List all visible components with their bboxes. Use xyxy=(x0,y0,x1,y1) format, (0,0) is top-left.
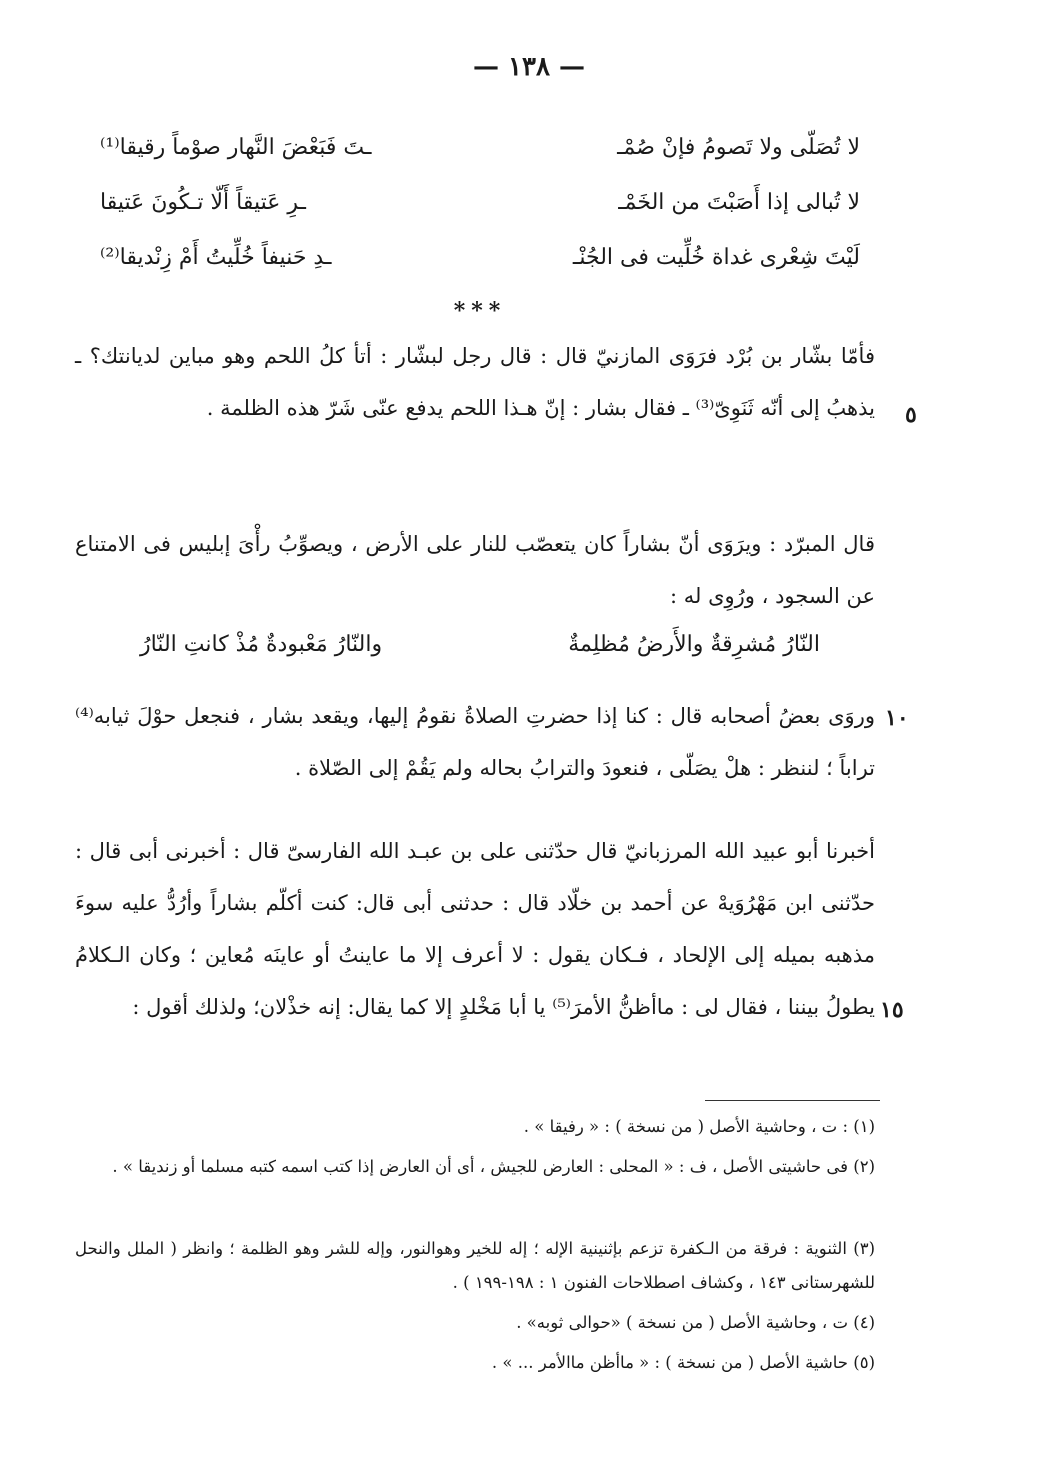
footnote: (٤) ت ، وحاشية الأصل ( من نسخة ) «حوالى ثوبه» . xyxy=(516,1313,875,1332)
paragraph: أخبرنا أبو عبيد الله المرزبانيّ قال حدّثنى على بن عبـد الله الفارسىّ قال : أخبرنى أبى قال : حدّثنى ابن مَهْرُوَيهْ عن أحمد بن خلّاد قال : حدثنى أبى قال: كنت أكلّم بشاراً وأرُدُّ عليه سوءَ مذهبه بميله إلى الإلحاد ، فـكان يقول : لا أعرف إلا ما عاينتُ أو عاينَه مُعاين ؛ وكان الـكلامُ يطولُ بيننا ، فقال لى : ماأظنُّ الأمرَ⁽⁵⁾ يا أبا مَخْلدٍ إلا كما يقال: إنه خذْلان؛ ولذلك أقول : xyxy=(75,839,875,1019)
paragraph: وروَى بعضُ أصحابه قال : كنا إذا حضرتِ الصلاةُ نقومُ إليها، ويقعد بشار ، فنجعل حوْلَ ثيابه⁽⁴⁾ تراباً ؛ لننظر : هلْ يصَلّى ، فنعودَ والترابُ بحاله ولم يَقُمْ إلى الصّلاة . xyxy=(75,704,875,780)
line-number: ١٠ xyxy=(885,705,909,731)
verse-hemistich: ـرِ عَتيقاً أَلّا تـكُونَ عَتيقا xyxy=(100,190,306,215)
section-separator: *** xyxy=(453,298,507,324)
verse-line xyxy=(100,632,860,672)
verse-hemistich: لا تُبالى إذا أَصَبْتَ من الخَمْـ xyxy=(618,190,860,215)
paragraph: قال المبرّد : ويرَوَى أنّ بشاراً كان يتعصّب للنار على الأرض ، ويصوِّبُ رأْىَ إبليس فى الامتناع عن السجود ، ورُوِى له : xyxy=(75,532,875,608)
footnote-rule xyxy=(705,1100,880,1101)
page-number: — ١٣٨ — xyxy=(472,52,586,82)
line-number: ١٥ xyxy=(880,997,904,1023)
verse-hemistich: لَيْتَ شِعْرى غداة خُلِّيت فى الجُنْـ xyxy=(572,245,860,270)
paragraph: فأمّا بشّار بن بُرْد فرَوَى المازنيّ قال : قال رجل لبشّار : أتأ كلُ اللحم وهو مباين لديانتك؟ ـ يذهبُ إلى أنّه ثَنَوِىّ⁽³⁾ ـ فقال بشار : إنّ هـذا اللحم يدفع عنّى شَرّ هذه الظلمة . xyxy=(75,344,875,420)
footnote: (١) : ت ، وحاشية الأصل ( من نسخة ) : « رفيقا » . xyxy=(523,1117,875,1136)
line-number: ٥ xyxy=(905,402,917,428)
footnote: (٣) الثنوية : فرقة من الـكفرة تزعم بإثنينية الإله ؛ إله للخير وهوالنور، وإله للشر وهو الظلمة ؛ وانظر ( الملل والنحل للشهرستانى ١٤٣ ، وكشاف اصطلاحات الفنون ١ : ١٩٨-١٩٩ ) . xyxy=(75,1239,875,1292)
verse-hemistich: ـتَ فَبَعْضَ النَّهار صوْماً رقيقا⁽¹⁾ xyxy=(100,135,372,160)
footnote: (٥) حاشية الأصل ( من نسخة ) : « ماأظن ماالأمر ... » . xyxy=(491,1353,875,1372)
verse-line xyxy=(100,135,860,175)
footnote: (٢) فى حاشيتى الأصل ، ف : « المحلى : العارض للجيش ، أى أن العارض إذا كتب اسمه كتبه مسلما أو زنديقا » . xyxy=(112,1157,875,1176)
verse-hemistich: النّارُ مُشرِقةٌ والأَرضُ مُظلِمةٌ xyxy=(568,632,820,657)
verse-line xyxy=(100,245,860,285)
verse-hemistich: لا تُصَلّى ولا تَصومُ فإنْ صُمْـ xyxy=(617,135,860,160)
verse-line xyxy=(100,190,860,230)
verse-hemistich: ـدِ حَنيفاً خُلِّيتُ أَمْ زِنْديقا⁽²⁾ xyxy=(100,245,332,270)
verse-hemistich: والنّارُ مَعْبودةٌ مُذْ كانتِ النّارُ xyxy=(140,632,383,657)
